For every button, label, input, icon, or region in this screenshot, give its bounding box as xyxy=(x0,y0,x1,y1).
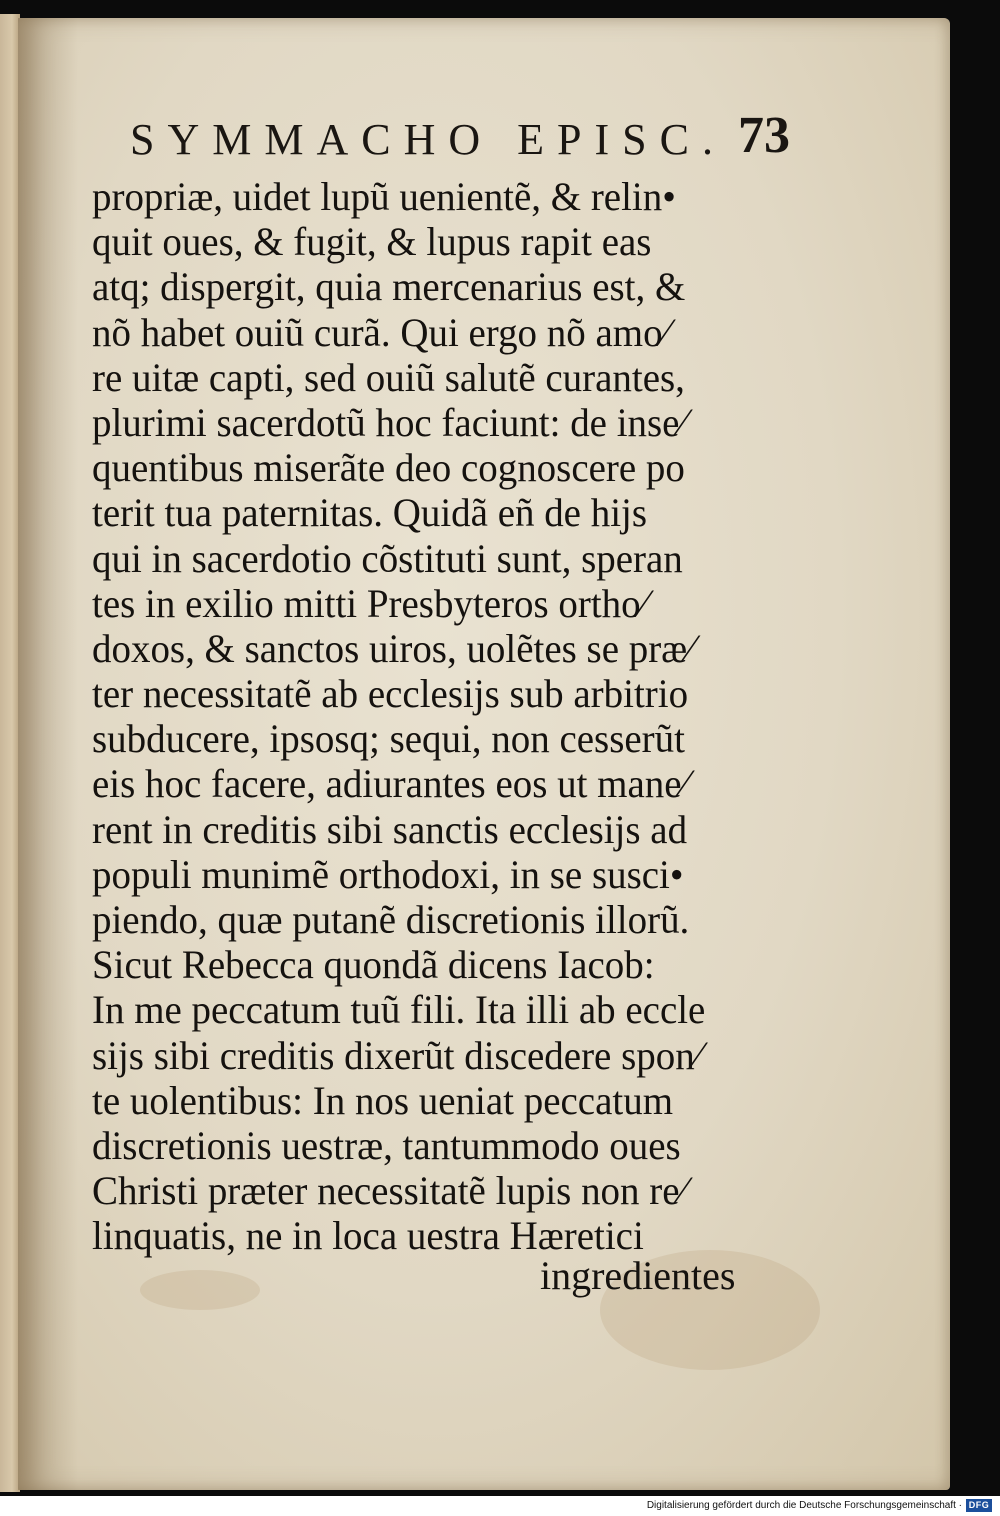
text-line: tes in exilio mitti Presbyteros ortho⁄ xyxy=(92,580,648,626)
footer-credit: Digitalisierung gefördert durch die Deutsche Forschungsgemeinschaft · xyxy=(646,1500,962,1511)
text-block xyxy=(92,174,782,1259)
running-title: SYMMACHO EPISC. xyxy=(130,115,726,164)
text-line: populi munimẽ orthodoxi, in se susci• xyxy=(92,851,684,897)
text-line: quit oues, & fugit, & lupus rapit eas xyxy=(92,219,652,265)
text-line: re uitæ capti, sed ouiũ salutẽ curantes, xyxy=(92,354,685,400)
paper-stain xyxy=(140,1270,260,1310)
text-line: eis hoc facere, adiurantes eos ut mane⁄ xyxy=(92,761,689,807)
text-line: terit tua paternitas. Quidã eñ de hijs xyxy=(92,490,648,536)
text-line: piendo, quæ putanẽ discretionis illorũ. xyxy=(92,897,690,942)
text-line: Christi præter necessitatẽ lupis non re⁄ xyxy=(92,1168,687,1214)
text-line: qui in sacerdotio cõstituti sunt, speran xyxy=(92,535,683,581)
text-line: nõ habet ouiũ curã. Qui ergo nõ amo⁄ xyxy=(92,309,670,355)
catchword: ingredientes xyxy=(540,1253,736,1298)
text-line: subducere, ipsosq; sequi, non cesserũt xyxy=(92,716,685,762)
text-line: rent in creditis sibi sanctis ecclesijs ad xyxy=(92,806,688,852)
gutter-shadow xyxy=(18,18,78,1490)
text-line: sijs sibi creditis dixerũt discedere spon⁄ xyxy=(92,1032,702,1078)
text-line: propriæ, uidet lupũ uenientẽ, & relin• xyxy=(92,174,676,219)
text-line: In me peccatum tuũ fili. Ita illi ab eccle xyxy=(92,987,706,1033)
folio-number: 73 xyxy=(738,107,790,164)
text-line: plurimi sacerdotũ hoc faciunt: de inse⁄ xyxy=(92,399,686,445)
text-line: te uolentibus: In nos ueniat peccatum xyxy=(92,1077,674,1123)
text-line: quentibus miserãte deo cognoscere po xyxy=(92,445,685,491)
previous-page-edge xyxy=(0,14,20,1492)
text-line: discretionis uestræ, tantummodo oues xyxy=(92,1122,681,1168)
text-line: linquatis, ne in loca uestra Hæretici xyxy=(92,1213,644,1259)
text-line: atq; dispergit, quia mercenarius est, & xyxy=(92,264,686,310)
dfg-logo: DFG xyxy=(966,1499,992,1512)
running-head xyxy=(130,106,790,166)
text-line: Sicut Rebecca quondã dicens Iacob: xyxy=(92,942,655,988)
text-line: ter necessitatẽ ab ecclesijs sub arbitrio xyxy=(92,671,689,717)
text-line: doxos, & sanctos uiros, uolẽtes se præ⁄ xyxy=(92,625,694,671)
